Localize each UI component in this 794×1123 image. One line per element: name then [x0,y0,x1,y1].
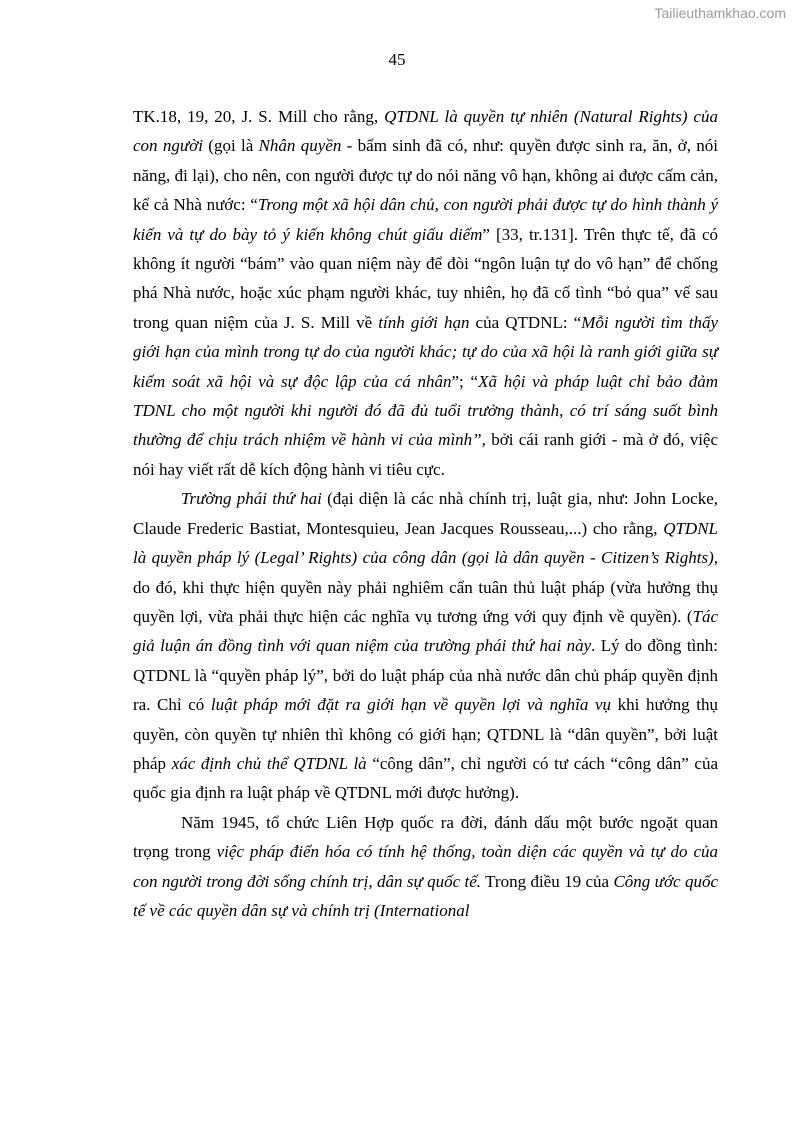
p1-text-5: của QTDNL: “ [469,312,582,332]
p2-italic-1: Trường phái thứ hai [181,489,322,509]
p2-text-2: , do đó, khi thực hiện quyền này phải nghiêm cẩn tuân thủ luật pháp (vừa hưởng thụ quyền lợi, vừa phải thực hiện các nghĩa vụ tương ứng với quy định về quyền). ( [133,548,718,626]
p1-text-1: TK.18, 19, 20, J. S. Mill cho rằng, [133,107,385,126]
paragraph-2 [133,484,718,807]
document-body [133,102,718,925]
p1-italic-5: Mỗi người tìm thấy giới hạn của mình trong tự do của người khác; tự do của xã hội là ranh giới giữa sự kiểm soát xã hội và sự độc lập của cá nhân [133,312,718,391]
p2-text-5: “công dân”, chỉ người có tư cách “công dân” của quốc gia định ra luật pháp về QTDNL mới được hưởng). [133,753,718,803]
p1-italic-3: Trong một xã hội dân chủ, con người phải được tự do hình thành ý kiến và tự do bày tỏ ý kiến không chút giấu diếm [133,195,718,244]
p1-italic-2: Nhân quyền [258,136,342,156]
p1-text-2: (gọi là [202,136,259,156]
p3-italic-1: việc pháp điển hóa có tính hệ thống, toàn diện các quyền và tự do của con người trong đời sống chính trị, dân sự quốc tế. [133,842,718,891]
p3-text-1: Năm 1945, tổ chức Liên Hợp quốc ra đời, đánh dấu một bước ngoặt quan trọng trong [133,812,718,862]
p2-italic-4: luật pháp mới đặt ra giới hạn về quyền lợi và nghĩa vụ [210,695,612,715]
page-number: 45 [388,50,406,69]
p2-italic-5: xác định chủ thể QTDNL là [171,753,373,773]
p2-text-3: . Lý do đồng tình: QTDNL là “quyền pháp lý”, bởi do luật pháp của nhà nước dân chủ pháp quyền định ra. Chỉ có [133,636,718,715]
paragraph-1 [133,102,718,484]
paragraph-3 [133,808,718,926]
p2-text-4: khi hưởng thụ quyền, còn quyền tự nhiên thì không có giới hạn; QTDNL là “dân quyền”, bởi luật pháp [133,695,718,773]
watermark: Tailieuthamkhao.com [654,5,786,21]
p1-text-7: bởi cái ranh giới - mà ở đó, việc nói hay viết rất dễ kích động hành vi tiêu cực. [133,430,719,479]
p1-text-6: ”; “ [451,371,479,391]
p2-text-1: (đại diện là các nhà chính trị, luật gia, như: John Locke, Claude Frederic Bastiat, Montesquieu, Jean Jacques Rousseau,...) cho rằng, [133,489,719,538]
p2-italic-3: Tác giả luận án đồng tình với quan niệm của trường phái thứ hai này [133,606,718,656]
p2-italic-2: QTDNL là quyền pháp lý (Legal’ Rights) của công dân (gọi là dân quyền - Citizen’s Rights) [133,518,718,568]
p3-text-2: Trong điều 19 của [481,871,614,891]
p1-text-3: - bẩm sinh đã có, như: quyền được sinh ra, ăn, ở, nói năng, đi lại), cho nên, con người được tự do nói năng vô hạn, không ai được cấm cản, kể cả Nhà nước: “ [133,136,718,215]
p1-italic-4: tính giới hạn [378,312,470,332]
p1-text-4: ” [33, tr.131]. Trên thực tế, đã có không ít người “bám” vào quan niệm này để đòi “ngôn luận tự do vô hạn” để chống phá Nhà nước, hoặc xúc phạm người khác, tuy nhiên, họ đã cố tình “bỏ qua” vế sau trong quan niệm của J. S. Mill về [133,224,718,332]
p3-italic-2: Công ước quốc tế về các quyền dân sự và chính trị (International [133,871,719,920]
p1-italic-1: QTDNL là quyền tự nhiên (Natural Rights) của con người [133,107,718,156]
p1-italic-6: Xã hội và pháp luật chỉ bảo đảm TDNL cho một người khi người đó đã đủ tuổi trưởng thành, có trí sáng suốt bình thường để chịu trách nhiệm về hành vi của mình”, [133,371,718,450]
